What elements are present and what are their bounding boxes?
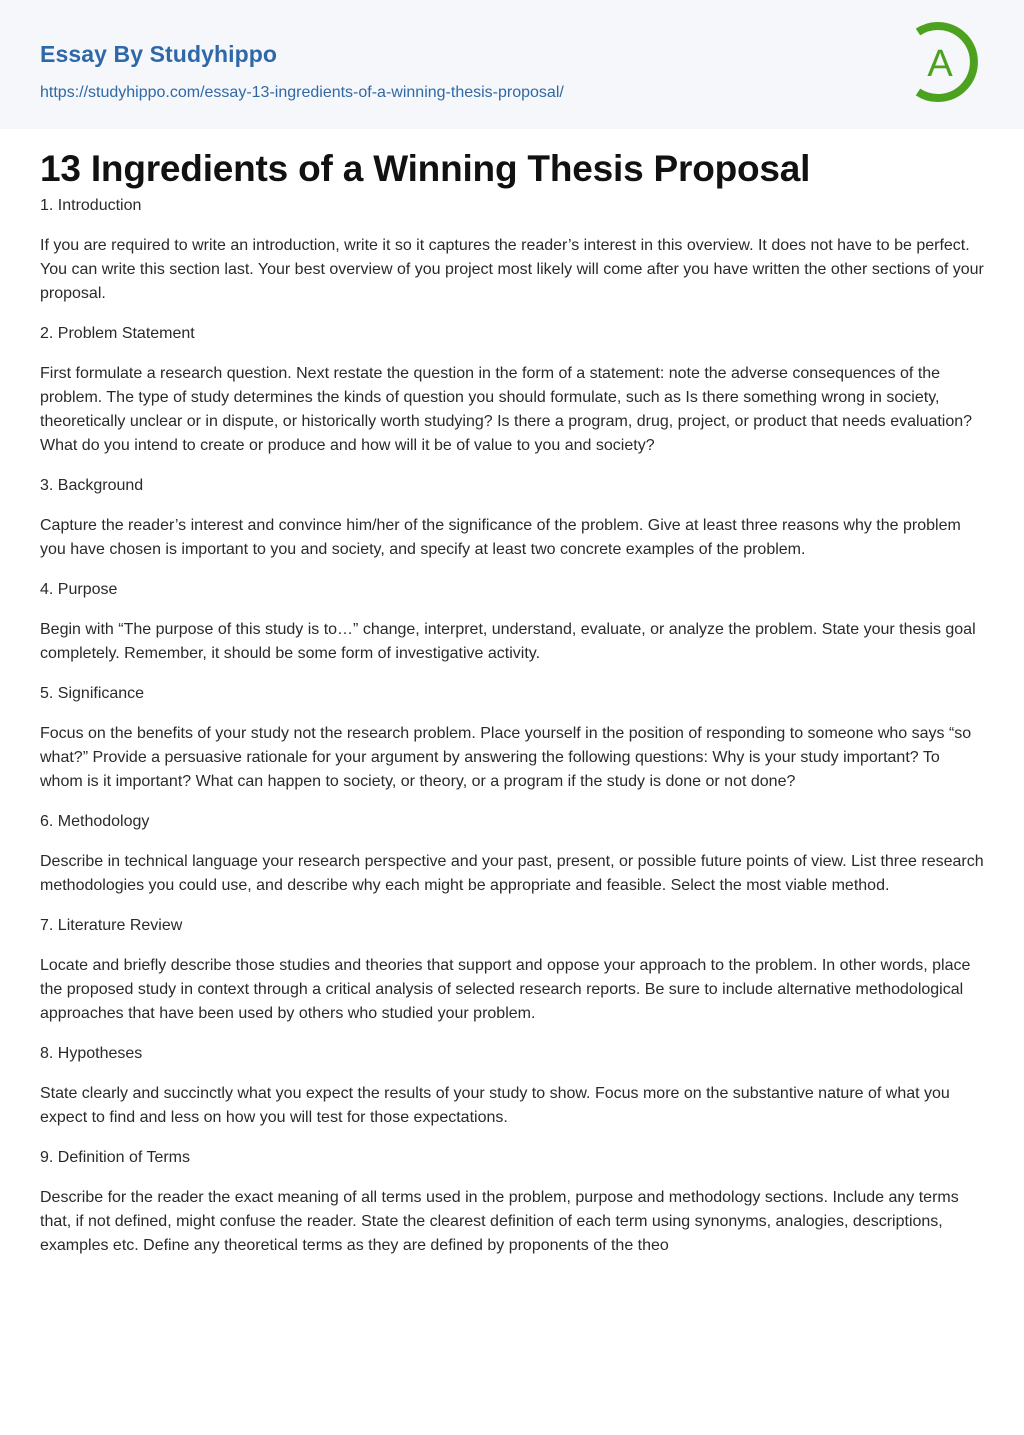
section-text: Focus on the benefits of your study not the research problem. Place yourself in the position of responding to someone who says “so what?” Provide a persuasive rationale for your argument by answering the following questions: Why is your study important? To whom is it important? What can happen to society, or theory, or a program if the study is done or not done?: [40, 725, 972, 790]
logo-letter: A: [927, 43, 953, 85]
article-body: [40, 194, 985, 1274]
section-heading: 1. Introduction: [40, 197, 142, 214]
section-text: Locate and briefly describe those studies and theories that support and oppose your approach to the problem. In other words, place the proposed study in context through a critical analysis of selected research reports. Be sure to include alternative methodological approaches that have been used by others who studied your problem.: [40, 957, 971, 1022]
section-text: Begin with “The purpose of this study is to…” change, interpret, understand, evaluate, or analyze the problem. State your thesis goal completely. Remember, it should be some form of investigative activity.: [40, 621, 976, 662]
logo-a-icon: [912, 19, 986, 105]
section-heading: 4. Purpose: [40, 581, 118, 598]
section-text: Describe in technical language your research perspective and your past, present, or possible future points of view. List three research methodologies you could use, and describe why each might be appropriate and feasible. Select the most viable method.: [40, 853, 984, 894]
section-heading: 5. Significance: [40, 685, 145, 702]
brand-link[interactable]: Essay By Studyhippo: [40, 41, 278, 67]
section-problem-statement: [40, 322, 985, 458]
section-text: First formulate a research question. Next restate the question in the form of a statement: note the adverse consequences of the problem. The type of study determines the kinds of question you should formulate, such as Is there something wrong in society, theoretically unclear or in dispute, or historically worth studying? Is there a program, drug, project, or product that needs evaluation? What do you intend to create or produce and how will it be of value to you and society?: [40, 365, 973, 454]
section-hypotheses: [40, 1042, 985, 1130]
section-heading: 6. Methodology: [40, 813, 150, 830]
section-purpose: [40, 578, 985, 666]
essay-url-link[interactable]: https://studyhippo.com/essay-13-ingredients-of-a-winning-thesis-proposal/: [40, 84, 564, 101]
logo[interactable]: [912, 19, 986, 105]
section-text: If you are required to write an introduction, write it so it captures the reader’s interest in this overview. It does not have to be perfect. You can write this section last. Your best overview of you project most likely will come after you have written the other sections of your proposal.: [40, 237, 984, 302]
section-introduction: [40, 194, 985, 306]
section-heading: 2. Problem Statement: [40, 325, 195, 342]
section-text: State clearly and succinctly what you expect the results of your study to show. Focus more on the substantive nature of what you expect to find and less on how you will test for those expectations.: [40, 1085, 950, 1126]
section-heading: 9. Definition of Terms: [40, 1149, 190, 1166]
section-text: Describe for the reader the exact meaning of all terms used in the problem, purpose and methodology sections. Include any terms that, if not defined, might confuse the reader. State the clearest definition of each term using synonyms, analogies, descriptions, examples etc. Define any theoretical terms as they are defined by proponents of the theo: [40, 1189, 959, 1254]
section-heading: 7. Literature Review: [40, 917, 183, 934]
section-literature-review: [40, 914, 985, 1026]
section-heading: 3. Background: [40, 477, 144, 494]
section-significance: [40, 682, 985, 794]
section-text: Capture the reader’s interest and convince him/her of the significance of the problem. Give at least three reasons why the problem you have chosen is important to you and society, and specify at least two concrete examples of the problem.: [40, 517, 961, 558]
section-definition-of-terms: [40, 1146, 985, 1258]
section-background: [40, 474, 985, 562]
section-heading: 8. Hypotheses: [40, 1045, 143, 1062]
section-methodology: [40, 810, 985, 898]
article-title: 13 Ingredients of a Winning Thesis Proposal: [40, 148, 811, 189]
